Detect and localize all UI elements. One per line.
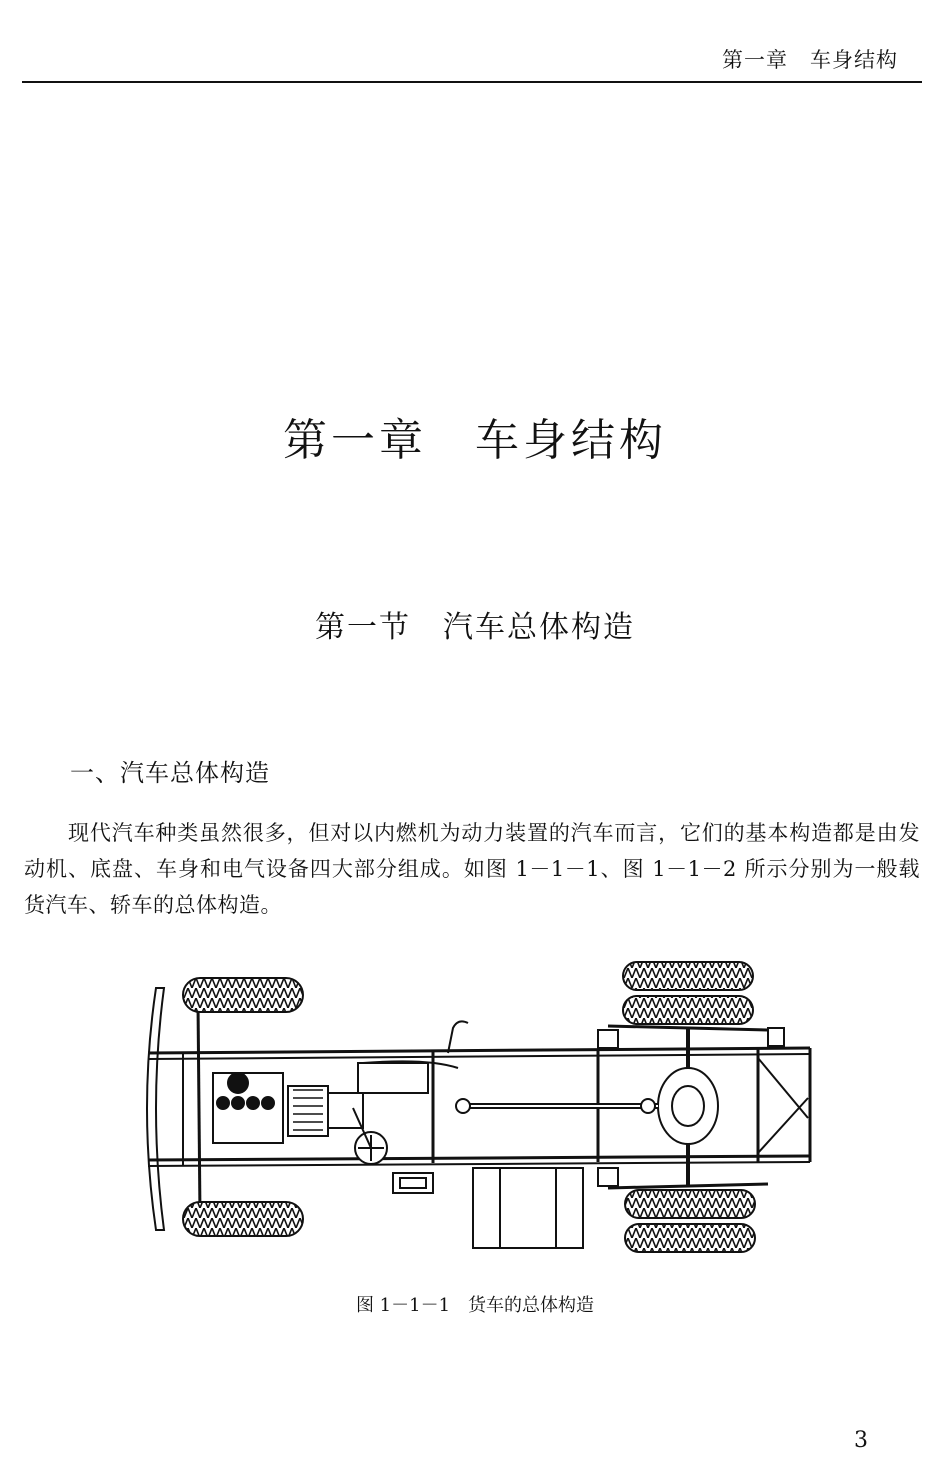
front-right-tire — [183, 1202, 303, 1236]
header-rule — [22, 81, 922, 83]
page-number: 3 — [854, 1428, 868, 1453]
truck-chassis-figure — [128, 958, 818, 1258]
front-left-tire — [183, 978, 303, 1012]
section-title: 第一节 汽车总体构造 — [315, 610, 635, 645]
truck-chassis-drawing — [128, 958, 818, 1258]
rear-left-outer-tire — [623, 962, 753, 990]
front-bumper — [147, 988, 164, 1230]
rear-right-outer-tire — [625, 1224, 755, 1252]
rear-right-inner-tire — [625, 1190, 755, 1218]
chapter-title: 第一章 车身结构 — [283, 415, 667, 466]
body-paragraph: 现代汽车种类虽然很多，但对以内燃机为动力装置的汽车而言，它们的基本构造都是由发动机、底盘、车身和电气设备四大部分组成。如图 1－1－1、图 1－1－2 所示分别为一般载货汽车、轿车的总体构造。 — [24, 821, 920, 917]
figure-caption: 图 1－1－1 货车的总体构造 — [355, 1295, 595, 1316]
running-header: 第一章 车身结构 — [722, 48, 898, 72]
subsection-title: 一、汽车总体构造 — [70, 759, 270, 787]
rear-left-inner-tire — [623, 996, 753, 1024]
